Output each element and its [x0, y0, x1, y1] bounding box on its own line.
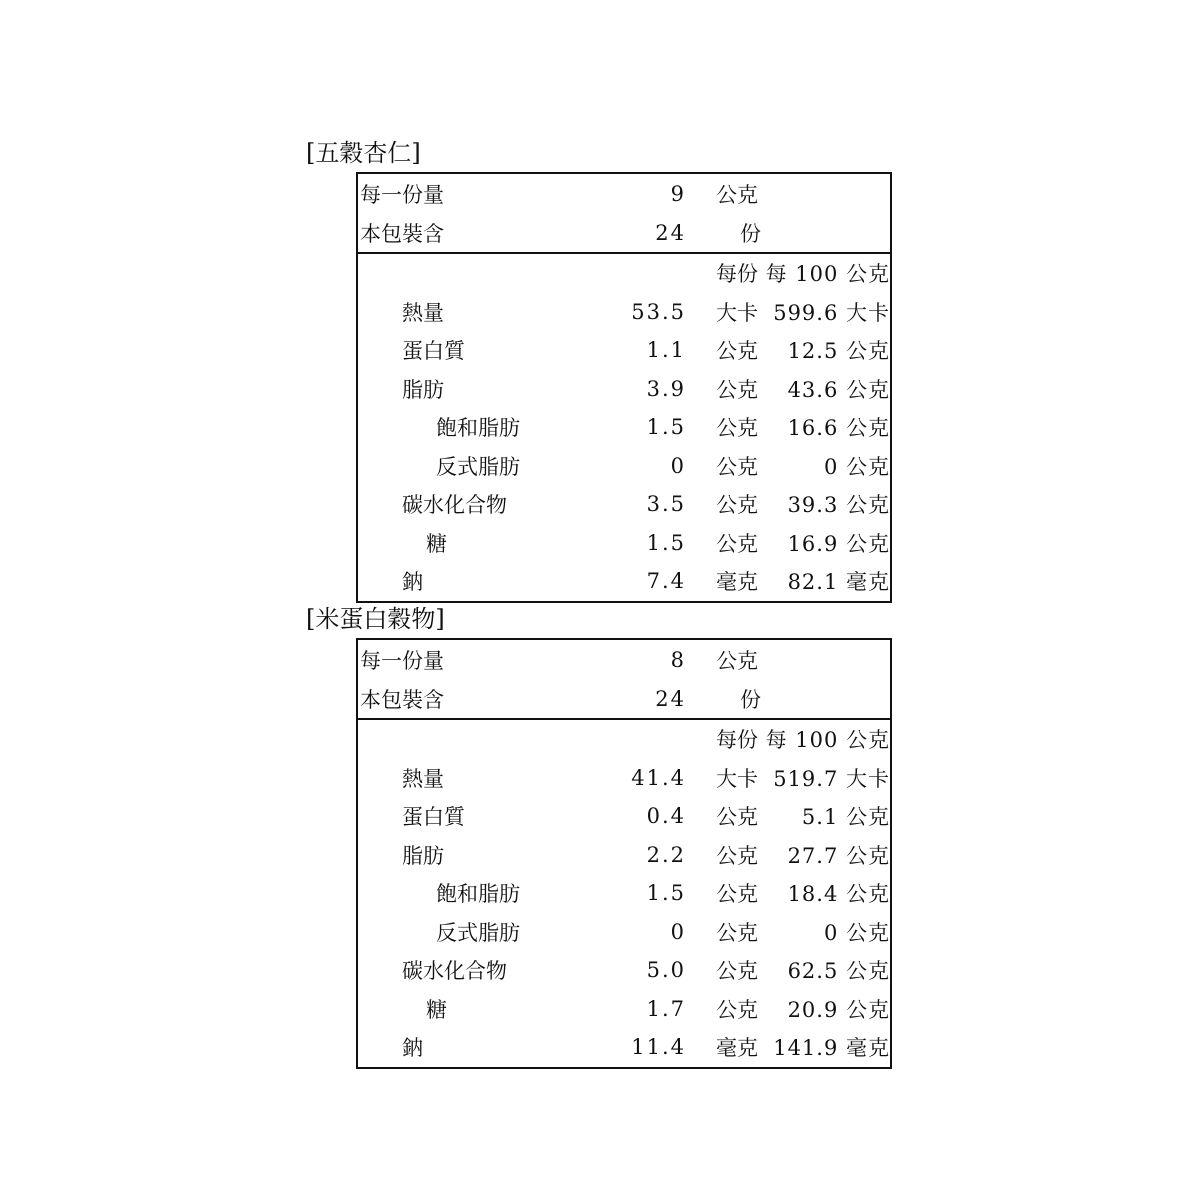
nutrient-per-100: 141.9 毫克	[773, 1036, 890, 1061]
nutrient-per-serving: 41.4	[631, 765, 686, 790]
package-row	[358, 213, 890, 252]
package-value: 24	[655, 220, 686, 245]
nutrient-unit: 公克	[716, 959, 758, 984]
nutrient-per-serving: 1.5	[646, 415, 686, 440]
nutrient-label: 蛋白質	[402, 339, 465, 364]
package-value: 24	[655, 686, 686, 711]
nutrient-label: 反式脂肪	[436, 454, 520, 479]
nutrient-label: 熱量	[402, 300, 444, 325]
panel-header	[358, 174, 890, 254]
nutrient-label: 反式脂肪	[436, 920, 520, 945]
nutrient-per-100: 16.9 公克	[787, 531, 890, 556]
nutrient-label: 碳水化合物	[402, 959, 507, 984]
nutrient-label: 脂肪	[402, 377, 444, 402]
nutrient-per-100: 16.6 公克	[787, 416, 890, 441]
nutrient-per-100: 62.5 公克	[787, 959, 890, 984]
serving-label: 每一份量	[360, 648, 444, 673]
nutrient-unit: 公克	[716, 805, 758, 830]
nutrient-unit: 公克	[716, 920, 758, 945]
package-label: 本包裝含	[360, 221, 444, 246]
nutrient-row	[358, 874, 890, 913]
nutrient-per-serving: 5.0	[646, 958, 686, 983]
nutrient-row	[358, 485, 890, 524]
nutrient-per-100: 18.4 公克	[787, 882, 890, 907]
nutrient-label: 糖	[426, 531, 447, 556]
nutrient-unit: 公克	[716, 339, 758, 364]
nutrient-per-serving: 0.4	[646, 804, 686, 829]
nutrient-label: 脂肪	[402, 843, 444, 868]
nutrient-unit: 公克	[716, 882, 758, 907]
col-per-serving: 每份	[716, 728, 758, 753]
package-unit: 份	[740, 221, 761, 246]
nutrient-unit: 公克	[716, 997, 758, 1022]
nutrient-per-serving: 0	[670, 453, 686, 478]
panel-body	[358, 720, 890, 1067]
col-per-serving: 每份	[716, 262, 758, 287]
nutrient-per-100: 39.3 公克	[787, 493, 890, 518]
serving-row	[358, 640, 890, 679]
nutrient-per-serving: 1.5	[646, 530, 686, 555]
nutrient-per-serving: 53.5	[631, 299, 686, 324]
nutrient-label: 碳水化合物	[402, 493, 507, 518]
nutrient-unit: 毫克	[716, 570, 758, 595]
nutrient-row	[358, 913, 890, 952]
col-per-100: 每 100 公克	[765, 262, 890, 287]
nutrition-panel	[356, 172, 892, 603]
nutrient-unit: 公克	[716, 531, 758, 556]
serving-unit: 公克	[716, 182, 758, 207]
nutrient-row	[358, 293, 890, 332]
nutrient-per-100: 5.1 公克	[801, 805, 890, 830]
nutrition-panel	[356, 638, 892, 1069]
col-per-100: 每 100 公克	[765, 728, 890, 753]
nutrient-per-serving: 0	[670, 919, 686, 944]
nutrient-label: 飽和脂肪	[436, 882, 520, 907]
nutrient-row	[358, 524, 890, 563]
nutrient-row	[358, 1028, 890, 1067]
nutrient-per-100: 12.5 公克	[787, 339, 890, 364]
nutrient-row	[358, 331, 890, 370]
nutrient-per-serving: 3.9	[646, 376, 686, 401]
nutrient-row	[358, 408, 890, 447]
nutrient-per-100: 0 公克	[823, 920, 890, 945]
nutrient-unit: 公克	[716, 454, 758, 479]
nutrient-unit: 大卡	[716, 766, 758, 791]
nutrient-per-100: 27.7 公克	[787, 843, 890, 868]
nutrient-unit: 大卡	[716, 300, 758, 325]
nutrient-unit: 毫克	[716, 1036, 758, 1061]
nutrient-per-100: 20.9 公克	[787, 997, 890, 1022]
nutrient-label: 飽和脂肪	[436, 416, 520, 441]
nutrient-per-100: 519.7 大卡	[773, 766, 890, 791]
nutrient-per-serving: 1.5	[646, 881, 686, 906]
package-row	[358, 679, 890, 718]
nutrient-row	[358, 836, 890, 875]
section-title: [米蛋白穀物]	[306, 605, 445, 633]
package-label: 本包裝含	[360, 687, 444, 712]
serving-unit: 公克	[716, 648, 758, 673]
nutrient-per-100: 82.1 毫克	[787, 570, 890, 595]
panel-body	[358, 254, 890, 601]
nutrient-per-serving: 3.5	[646, 492, 686, 517]
nutrient-unit: 公克	[716, 416, 758, 441]
serving-row	[358, 174, 890, 213]
package-unit: 份	[740, 687, 761, 712]
nutrient-unit: 公克	[716, 843, 758, 868]
nutrient-per-serving: 2.2	[646, 842, 686, 867]
column-header-row	[358, 254, 890, 293]
nutrient-unit: 公克	[716, 377, 758, 402]
nutrient-row	[358, 990, 890, 1029]
nutrient-per-serving: 1.7	[646, 996, 686, 1021]
nutrient-row	[358, 370, 890, 409]
nutrient-label: 熱量	[402, 766, 444, 791]
nutrient-row	[358, 759, 890, 798]
nutrient-per-100: 0 公克	[823, 454, 890, 479]
panel-header	[358, 640, 890, 720]
serving-value: 9	[670, 181, 686, 206]
nutrient-row	[358, 797, 890, 836]
nutrient-row	[358, 951, 890, 990]
nutrient-unit: 公克	[716, 493, 758, 518]
nutrient-row	[358, 447, 890, 486]
column-header-row	[358, 720, 890, 759]
nutrient-per-serving: 7.4	[646, 569, 686, 594]
section-title: [五穀杏仁]	[306, 139, 421, 167]
nutrient-label: 蛋白質	[402, 805, 465, 830]
nutrient-label: 糖	[426, 997, 447, 1022]
nutrient-per-serving: 11.4	[631, 1035, 686, 1060]
nutrient-per-serving: 1.1	[646, 338, 686, 363]
serving-label: 每一份量	[360, 182, 444, 207]
serving-value: 8	[670, 647, 686, 672]
nutrient-label: 鈉	[402, 1036, 423, 1061]
nutrient-per-100: 599.6 大卡	[773, 300, 890, 325]
nutrient-label: 鈉	[402, 570, 423, 595]
nutrient-row	[358, 562, 890, 601]
nutrient-per-100: 43.6 公克	[787, 377, 890, 402]
